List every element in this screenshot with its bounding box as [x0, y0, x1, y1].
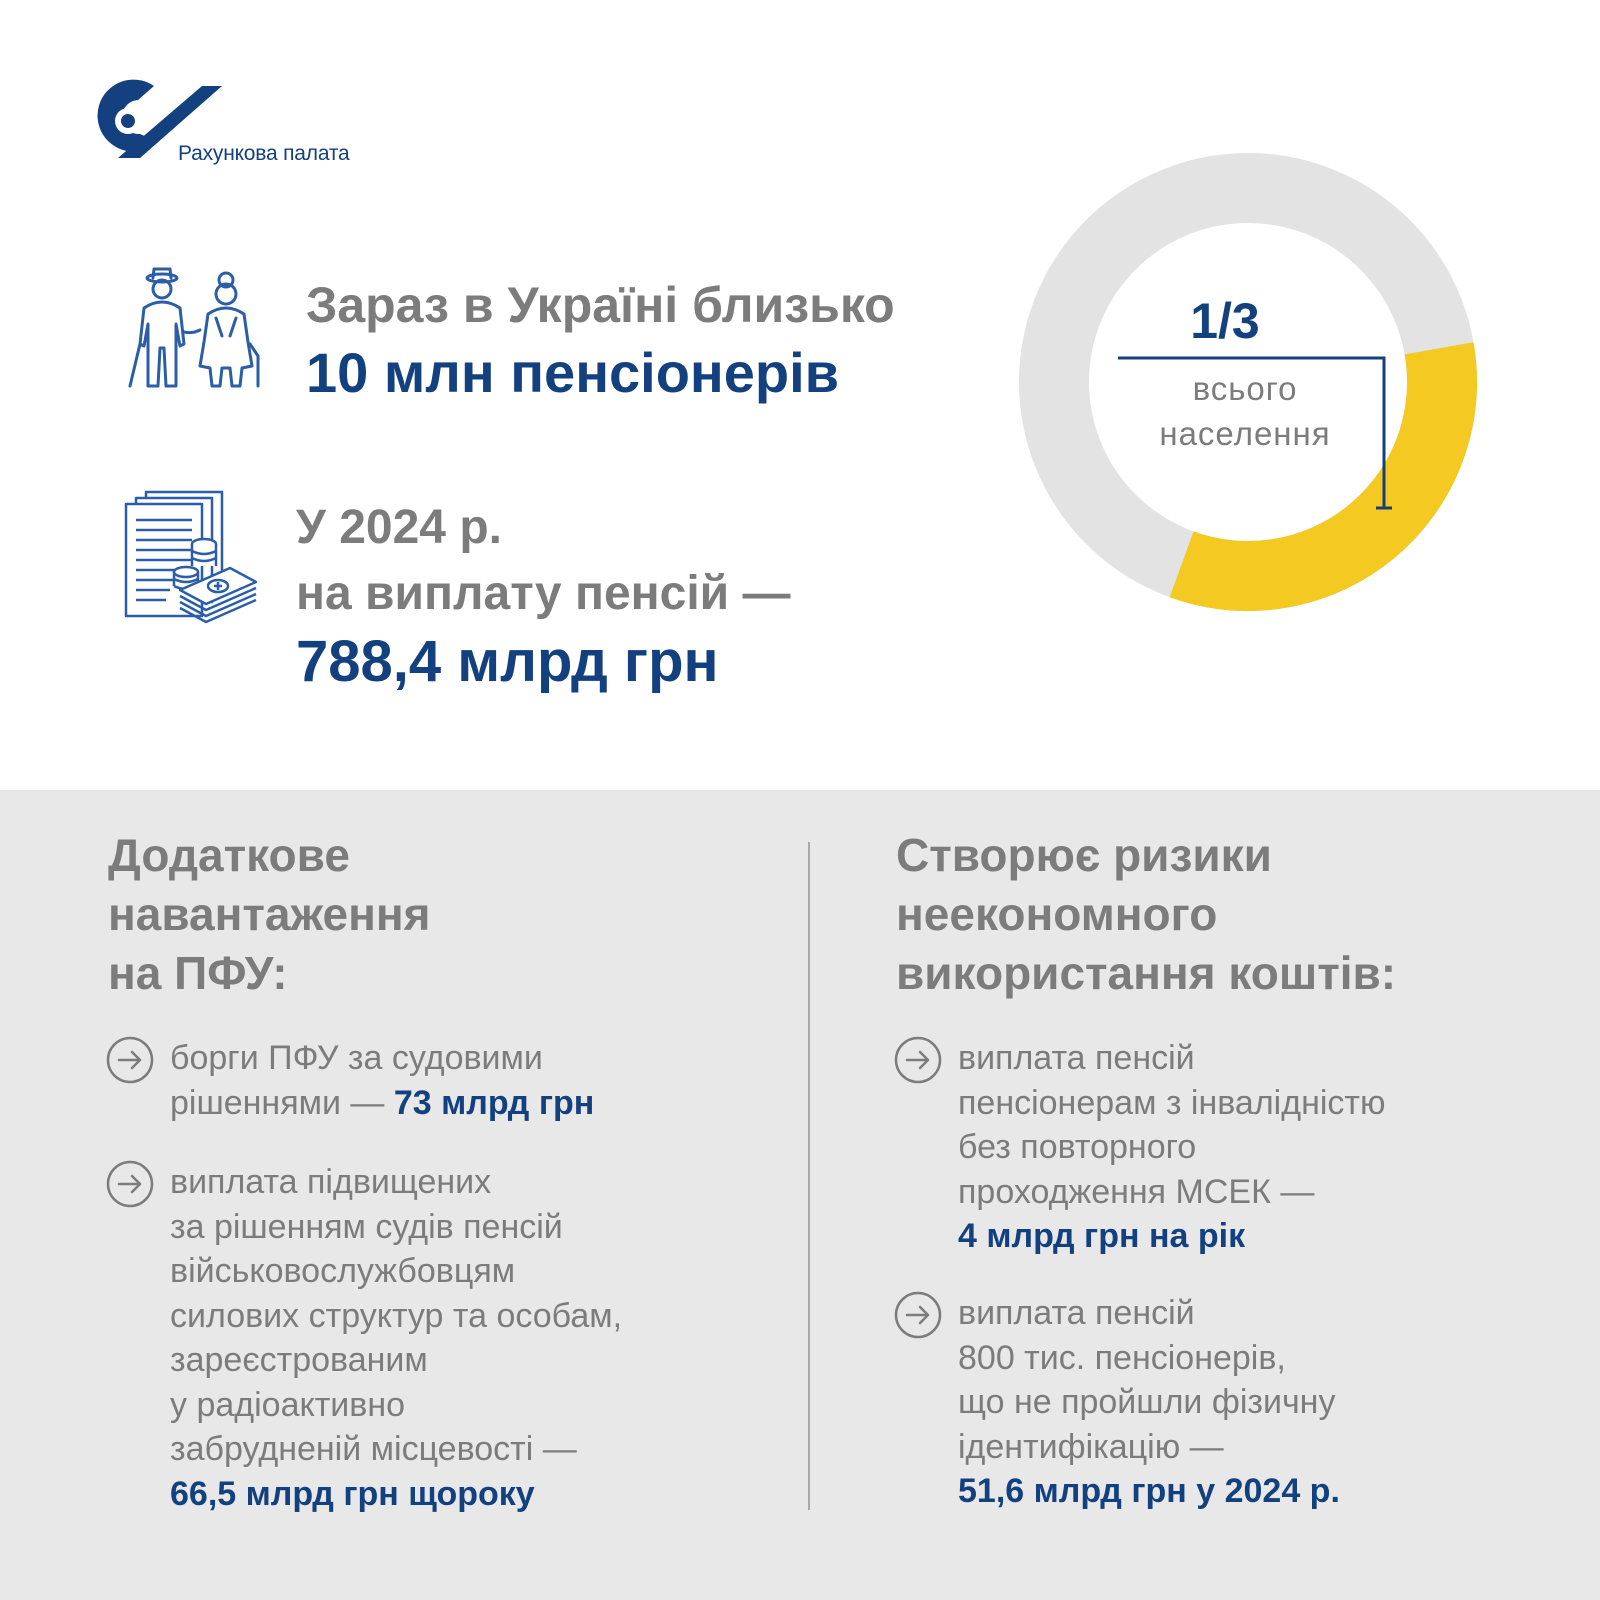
donut-fraction: 1/3 — [1190, 293, 1260, 349]
donut-caption-line2: населення — [1159, 415, 1331, 452]
arrow-right-circle-icon — [106, 1160, 154, 1208]
list-item — [958, 1291, 1578, 1514]
arrow-right-circle-icon — [106, 1036, 154, 1084]
left-heading — [108, 826, 431, 1003]
left-heading-line: навантаження — [108, 888, 431, 940]
item-text-line: що не пройшли фізичну — [958, 1383, 1336, 1421]
item-highlight: 51,6 млрд грн у 2024 р. — [958, 1472, 1340, 1510]
right-heading-line: неекономного — [896, 888, 1218, 940]
item-text-line: пенсіонерам з інвалідністю — [958, 1083, 1386, 1122]
pensioners-highlight: 10 млн пенсіонерів — [306, 341, 840, 404]
item-text-line: проходження МСЕК — — [958, 1172, 1315, 1211]
item-text-line: за рішенням судів пенсій — [170, 1207, 563, 1246]
right-heading — [896, 826, 1396, 1003]
list-item — [170, 1160, 790, 1516]
item-text-line: зареєстрованим — [170, 1341, 428, 1379]
arrow-right-circle-icon — [894, 1036, 942, 1084]
item-text-line: ідентифікацію — — [958, 1427, 1224, 1466]
right-heading-line: використання коштів: — [896, 947, 1397, 999]
list-item — [170, 1036, 790, 1125]
item-text-line: борги ПФУ за судовими — [170, 1039, 543, 1077]
donut-caption — [1120, 366, 1370, 456]
column-divider — [808, 842, 810, 1510]
budget-line2: на виплату пенсій — — [296, 567, 791, 620]
item-highlight: 4 млрд грн на рік — [958, 1217, 1246, 1255]
item-text-line: виплата підвищених — [170, 1163, 492, 1201]
list-item — [958, 1036, 1578, 1259]
budget-highlight: 788,4 млрд грн — [296, 629, 719, 694]
pensioners-prefix: Зараз в Україні близько — [306, 277, 895, 333]
item-text-line: силових структур та особам, — [170, 1296, 623, 1335]
item-text-line: у радіоактивно — [170, 1385, 406, 1424]
arrow-right-circle-icon — [894, 1291, 942, 1339]
left-heading-line: Додаткове — [108, 829, 350, 881]
item-highlight: 66,5 млрд грн щороку — [170, 1474, 535, 1513]
budget-line1: У 2024 р. — [296, 501, 502, 554]
item-text-line: виплата пенсій — [958, 1294, 1195, 1332]
item-text-line: без повторного — [958, 1128, 1197, 1166]
logo — [88, 78, 428, 174]
item-text-line: забрудненій місцевості — — [170, 1430, 577, 1468]
item-text-line: рішеннями — — [170, 1083, 394, 1122]
documents-money-icon — [122, 490, 258, 635]
right-heading-line: Створює ризики — [896, 829, 1272, 881]
item-text-line: 800 тис. пенсіонерів, — [958, 1338, 1286, 1377]
item-text-line: виплата пенсій — [958, 1039, 1195, 1077]
item-highlight: 73 млрд грн — [393, 1083, 595, 1122]
elderly-couple-icon — [122, 266, 266, 397]
item-text-line: військовослужбовцям — [170, 1252, 516, 1290]
donut-caption-line1: всього — [1192, 370, 1298, 407]
logo-text: Рахункова палата — [178, 142, 350, 165]
left-heading-line: на ПФУ: — [108, 947, 288, 999]
